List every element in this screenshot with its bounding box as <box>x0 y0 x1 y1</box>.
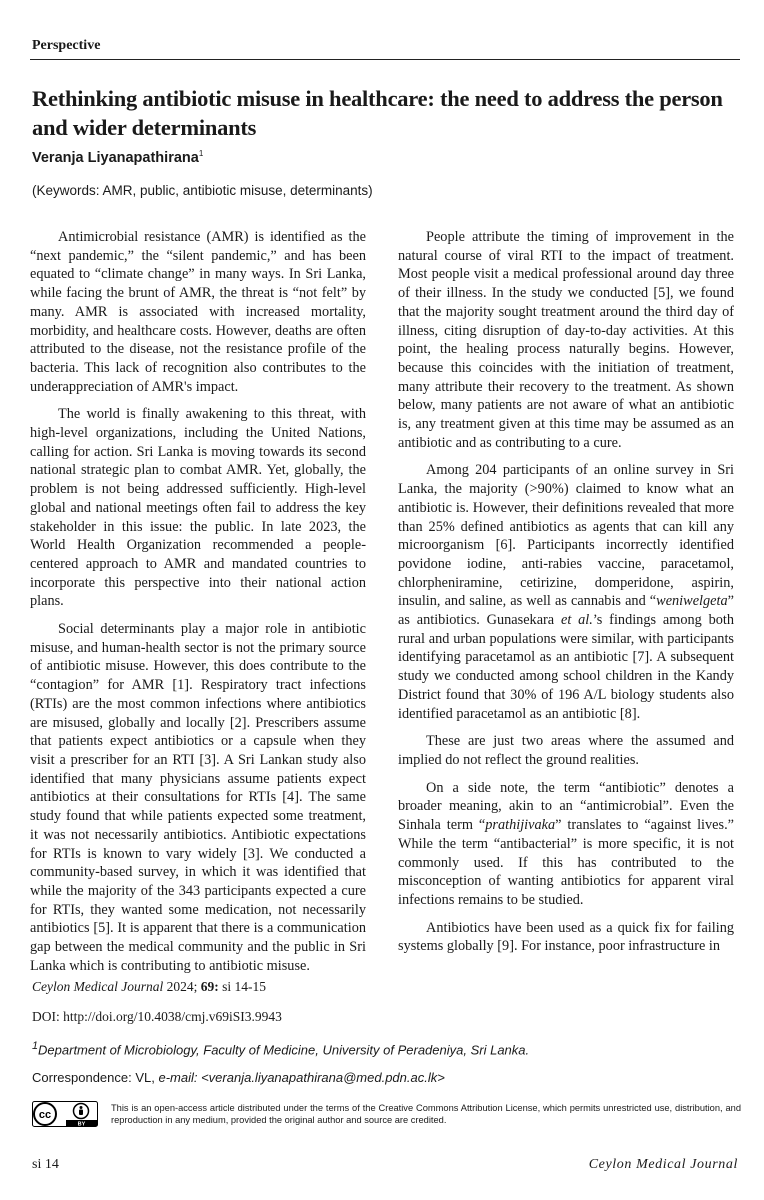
journal-volume: 69: <box>200 979 219 994</box>
journal-year: 2024; <box>163 979 201 994</box>
paragraph: Antibiotics have been used as a quick fix for failing systems globally [9]. For instance, poor infrastructure in <box>398 919 734 955</box>
emphasis-text: weniwelgeta <box>656 593 728 610</box>
text-run: ” translates to “against lives.” While the term “antibacterial” is more specific, it is not commonly used. If this has contributed to the misconception of wanting antibiotics for apparent viral infections remains to be studied. <box>398 817 734 908</box>
section-label: Perspective <box>32 38 101 53</box>
doi-line: DOI: http://doi.org/10.4038/cmj.v69iSI3.9943 <box>32 1009 282 1024</box>
cc-logo-text: cc <box>38 1109 52 1121</box>
body-column-right <box>398 228 734 965</box>
journal-name: Ceylon Medical Journal <box>32 979 164 994</box>
paragraph: Social determinants play a major role in antibiotic misuse, and human-health sector is not the primary source of antibiotic misuse. However, this does contribute to the “contagion” for AMR [1]. Respiratory tract infections (RTIs) are the most common infections where antibiotics are misused, globally and locally [2]. Prescribers assume that patients expect antibiotics or a capsule when they visit a prescriber for an RTI [3]. A Sri Lankan study also identified that many physicians assume patients expect antibiotics at their consultations for RTIs [4]. The same study found that while patients expected some treatment, it was not necessarily antibiotics. Antibiotic expectations for RTIs is known to vary widely [3]. We conducted a community-based survey, in which it was identified that while the majority of the 343 participants expected a cure for RTIs, they wanted some medication, not necessarily antibiotics [5]. It is apparent that there is a communication gap between the medical community and the public in Sri Lanka which is contributing to antibiotic misuse. <box>30 621 366 974</box>
text-run: ” as antibiotics. Gunasekara <box>398 593 734 629</box>
correspondence-email: e-mail: <veranja.liyanapathirana@med.pdn.ac.lk> <box>158 1070 445 1085</box>
article-title: Rethinking antibiotic misuse in healthcare: the need to address the person and wider determinants <box>32 86 723 140</box>
paragraph <box>398 779 734 910</box>
paragraph: Antimicrobial resistance (AMR) is identified as the “next pandemic,” the “silent pandemic,” and has been equated to “climate change” in many ways. In Sri Lanka, while facing the brunt of AMR, the threat is “not felt” by many. AMR is associated with increased mortality, morbidity, and healthcare costs. However, deaths are often attributed to the disease, not the resistance profile of the bacteria. This lack of recognition also contributes to the underappreciation of AMR's impact. <box>30 229 366 395</box>
page-number: si 14 <box>32 1157 59 1172</box>
running-journal-title: Ceylon Medical Journal <box>588 1157 738 1172</box>
author-name: Veranja Liyanapathirana <box>32 149 199 166</box>
header-rule <box>30 59 740 60</box>
correspondence-line <box>32 1070 445 1085</box>
text-run: Among 204 participants of an online survey in Sri Lanka, the majority (>90%) claimed to know what an antibiotic is. However, their definitions revealed that more than 25% defined antibiotics as agents that can kill any microorganism [6]. Participants incorrectly identified povidone iodine, anti-rabies vaccine, paracetamol, chlorpheniramine, cetirizine, domperidone, aspirin, insulin, and saline, as well as cannabis and “ <box>398 462 734 610</box>
cc-by-license-badge <box>32 1101 98 1127</box>
paragraph: The world is finally awakening to this threat, with high-level organizations, including the United Nations, calling for action. Sri Lanka is moving towards its second national strategic plan to combat AMR. Yet, globally, the problem is not being addressed sufficiently. High-level global and national meetings often fail to address the key stakeholder in this issue: the public. In late 2023, the World Health Organization recommended a people-centered approach to AMR and mandated countries to incorporate this perspective into their national action plans. <box>30 406 366 610</box>
license-statement: This is an open-access article distributed under the terms of the Creative Commons Attribution License, which permits unrestricted use, distribution, and reproduction in any medium, provided the original author and source are credited. <box>111 1103 741 1125</box>
affiliation-line <box>32 1040 529 1057</box>
author-line <box>32 149 203 166</box>
keywords: (Keywords: AMR, public, antibiotic misuse, determinants) <box>32 183 373 198</box>
emphasis-text: prathijivaka <box>485 817 556 834</box>
paragraph: These are just two areas where the assumed and implied do not reflect the ground realities. <box>398 733 734 768</box>
citation-line <box>32 979 266 995</box>
journal-pages: si 14-15 <box>218 979 266 994</box>
paragraph: People attribute the timing of improvement in the natural course of viral RTI to the impact of treatment. Most people visit a medical professional around day three of their illness. In the study we conducted [5], we found that the majority sought treatment around the third day of illness, citing disruption of day-to-day activities. At this point, the healing process naturally begins. However, because this coincides with the initiation of treatment, many attribute their recovery to the treatment. As shown below, many patients are not aware of what an antibiotic is, any treatment given at this time may be assumed as an antibiotic and as contributing to a cure. <box>398 229 734 451</box>
body-column-left <box>30 228 366 984</box>
text-run: On a side note, the term “antibiotic” denotes a broader meaning, akin to an “antimicrobial”. Even the Sinhala term “ <box>398 779 734 834</box>
text-run: ’s findings among both rural and urban populations were similar, with participants identifying paracetamol as an antibiotic [7]. A subsequent study we conducted among school children in the Kandy District found that 30% of 196 A/L biology students also identified paracetamol as an antibiotic [8]. <box>398 612 735 722</box>
affiliation-text: Department of Microbiology, Faculty of Medicine, University of Peradeniya, Sri Lanka. <box>38 1042 530 1058</box>
correspondence-label: Correspondence: VL, <box>32 1070 159 1085</box>
affiliation-mark: 1 <box>32 1040 39 1052</box>
author-affiliation-mark: 1 <box>198 149 204 158</box>
by-label: BY <box>77 1121 86 1127</box>
emphasis-text: et al. <box>560 612 593 629</box>
paragraph <box>398 461 734 723</box>
